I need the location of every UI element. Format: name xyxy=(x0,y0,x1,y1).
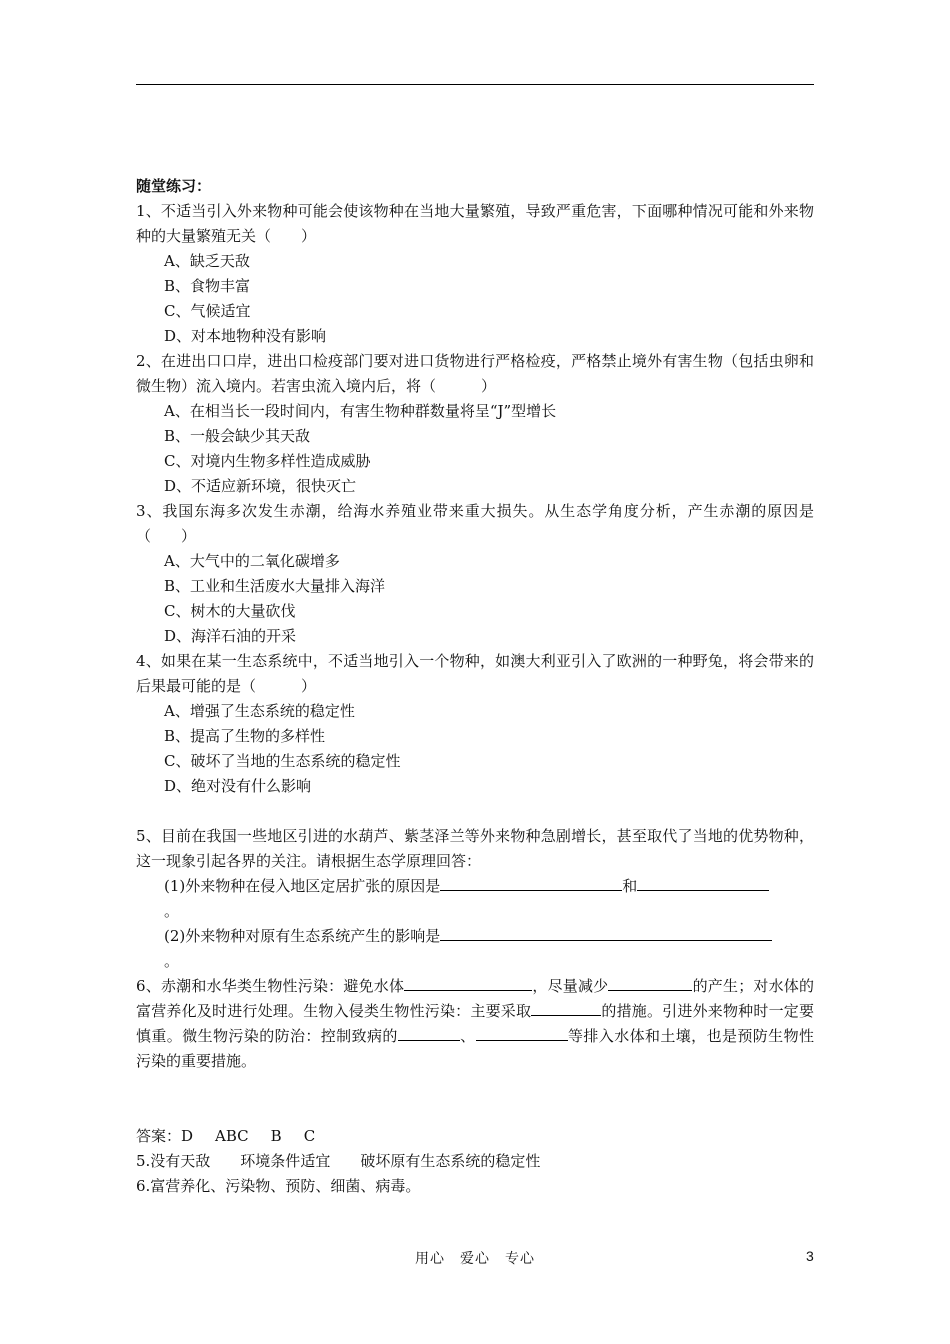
footer-text: 用心 爱心 专心 xyxy=(415,1251,535,1267)
q2-option-a: A、在相当长一段时间内，有害生物种群数量将呈“J”型增长 xyxy=(164,402,557,420)
question-1-stem: 1、不适当引入外来物种可能会使该物种在当地大量繁殖，导致严重危害，下面哪种情况可能和外来物种的大量繁殖无关（ ） xyxy=(136,202,814,245)
q3-option-b: B、工业和生活废水大量排入海洋 xyxy=(164,577,386,595)
answer-q4: C xyxy=(303,1127,316,1145)
q1-option-c: C、气候适宜 xyxy=(164,302,251,320)
exercise-content xyxy=(136,174,814,1199)
q4-option-d: D、绝对没有什么影响 xyxy=(164,777,312,795)
q6-blank-4[interactable] xyxy=(398,1024,460,1041)
question-6 xyxy=(136,974,814,1074)
question-5-stem: 5、目前在我国一些地区引进的水葫芦、紫茎泽兰等外来物种急剧增长，甚至取代了当地的优势物种，这一现象引起各界的关注。请根据生态学原理回答： xyxy=(136,827,814,870)
q6-blank-3[interactable] xyxy=(531,999,601,1016)
answer-q2: ABC xyxy=(215,1127,249,1145)
q4-option-c: C、破坏了当地的生态系统的稳定性 xyxy=(164,752,401,770)
q4-option-b: B、提高了生物的多样性 xyxy=(164,727,326,745)
q2-option-c: C、对境内生物多样性造成威胁 xyxy=(164,452,371,470)
q4-option-a: A、增强了生态系统的稳定性 xyxy=(164,702,355,720)
q5-sub2-end: 。 xyxy=(164,952,180,970)
question-4-stem: 4、如果在某一生态系统中，不适当地引入一个物种，如澳大利亚引入了欧洲的一种野兔，将会带来的后果最可能的是（ ） xyxy=(136,652,814,695)
q6-part-3: 的产生；对水体的富营养化及时进行处理。生物入侵类生物性污染：主要采取 xyxy=(136,977,814,1020)
q5-sub2-prefix: (2)外来物种对原有生态系统产生的影响是 xyxy=(164,927,441,945)
q2-option-b: B、一般会缺少其天敌 xyxy=(164,427,311,445)
q5-sub1 xyxy=(136,874,814,899)
answer-q1: D xyxy=(181,1127,194,1145)
q5-blank-1[interactable] xyxy=(440,874,622,891)
q6-part-4: 的措施。引进外来物种时一定要慎重。微生物污染的防治：控制致病的 xyxy=(136,1002,814,1045)
question-3-stem: 3、我国东海多次发生赤潮，给海水养殖业带来重大损失。从生态学角度分析，产生赤潮的原因是（ ） xyxy=(136,502,814,545)
answers-line-2: 5.没有天敌 环境条件适宜 破坏原有生态系统的稳定性 xyxy=(136,1152,541,1170)
q5-sub2 xyxy=(136,924,814,949)
q6-blank-1[interactable] xyxy=(404,974,532,991)
q3-option-a: A、大气中的二氧化碳增多 xyxy=(164,552,340,570)
q5-sub1-prefix: (1)外来物种在侵入地区定居扩张的原因是 xyxy=(164,877,441,895)
q5-sub1-mid: 和 xyxy=(622,877,638,895)
q6-part-6: 等排入水体和土壤，也是预防生物性污染的重要措施。 xyxy=(136,1027,814,1070)
q6-part-5: 、 xyxy=(459,1027,476,1045)
q6-blank-2[interactable] xyxy=(608,974,692,991)
q5-blank-3[interactable] xyxy=(440,924,772,941)
answers-line-1 xyxy=(136,1124,814,1149)
page-number: 3 xyxy=(806,1248,814,1264)
q3-option-d: D、海洋石油的开采 xyxy=(164,627,297,645)
q1-option-a: A、缺乏天敌 xyxy=(164,252,250,270)
question-2-stem: 2、在进出口口岸，进出口检疫部门要对进口货物进行严格检疫，严格禁止境外有害生物（包括虫卵和微生物）流入境内。若害虫流入境内后，将（ ） xyxy=(136,352,814,395)
section-title: 随堂练习： xyxy=(136,177,212,195)
answer-q3: B xyxy=(270,1127,282,1145)
header-rule xyxy=(136,84,814,85)
q6-blank-5[interactable] xyxy=(476,1024,568,1041)
q2-option-d: D、不适应新环境，很快灭亡 xyxy=(164,477,357,495)
q1-option-b: B、食物丰富 xyxy=(164,277,251,295)
answers-label: 答案： xyxy=(136,1127,182,1145)
q6-part-1: 6、赤潮和水华类生物性污染：避免水体 xyxy=(136,977,405,995)
q6-part-2: ，尽量减少 xyxy=(532,977,609,995)
q5-blank-2[interactable] xyxy=(637,874,769,891)
q3-option-c: C、树木的大量砍伐 xyxy=(164,602,296,620)
q5-sub1-end: 。 xyxy=(164,902,180,920)
q1-option-d: D、对本地物种没有影响 xyxy=(164,327,327,345)
answers-line-3: 6.富营养化、污染物、预防、细菌、病毒。 xyxy=(136,1177,421,1195)
